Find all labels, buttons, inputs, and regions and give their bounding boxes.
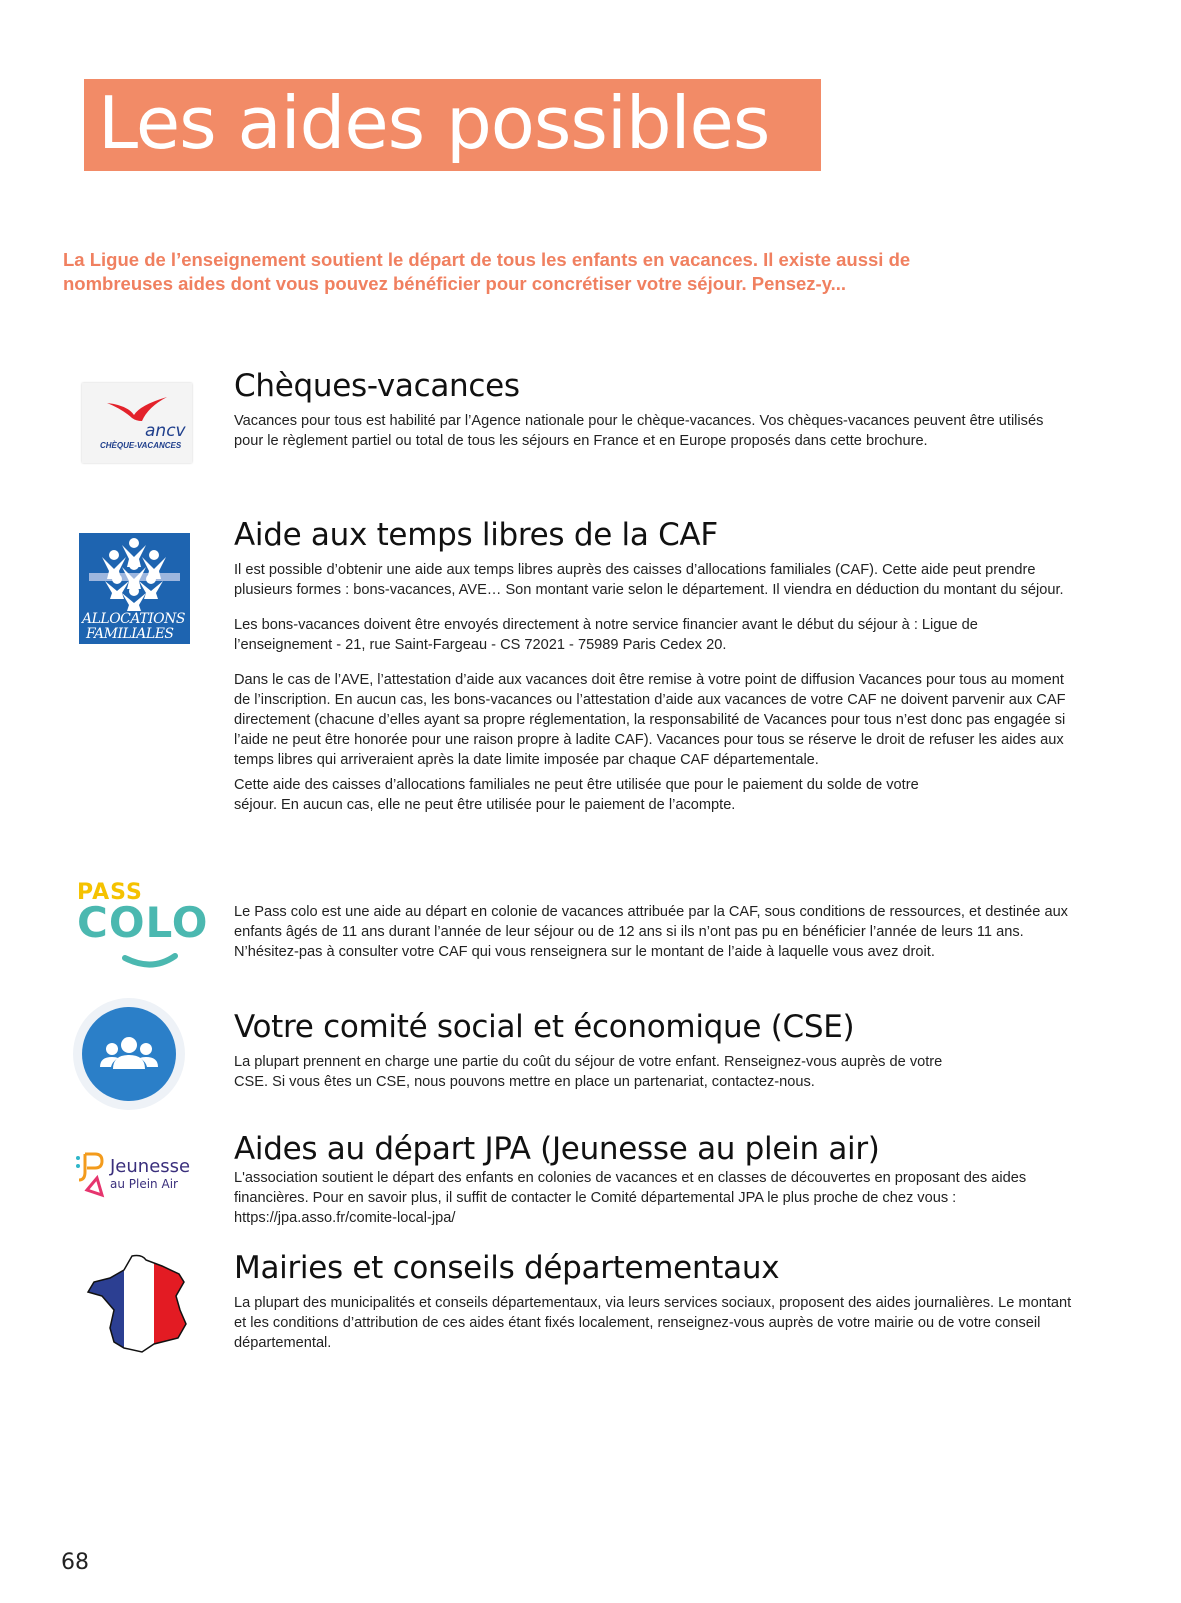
pass-colo-logo <box>77 880 209 975</box>
section-paragraph: Il est possible d’obtenir une aide aux temps libres auprès des caisses d’allocations familiales (CAF). Cette aide peut prendre plusieurs formes : bons-vacances, AVE… Son montant varie selon le département. Il viendra en déduction du montant du séjour. <box>234 562 1064 598</box>
page-number: 68 <box>61 1550 89 1575</box>
ancv-caption: CHÈQUE-VACANCES <box>100 441 182 450</box>
section-title: Mairies et conseils départementaux <box>234 1250 780 1286</box>
smile-icon <box>77 880 192 975</box>
section-paragraph: Les bons-vacances doivent être envoyés directement à notre service financier avant le début du séjour à : Ligue de l’enseignement - 21, rue Saint-Fargeau - CS 72021 - 75989 Paris Cedex 20. <box>234 617 978 653</box>
section-paragraph: L'association soutient le départ des enfants en colonies de vacances et en classes de découvertes en proposant des aides financières. Pour en savoir plus, il suffit de contacter le Comité départemental JPA le plus proche de chez vous : https://jpa.asso.fr/comite-local-jpa/ <box>234 1170 1027 1226</box>
page-title: Les aides possibles <box>98 81 770 165</box>
jpa-line2: au Plein Air <box>110 1177 178 1191</box>
title-banner <box>84 79 821 171</box>
section-paragraph: Dans le cas de l’AVE, l’attestation d’aide aux vacances doit être remise à votre point de diffusion Vacances pour tous au moment de l’inscription. En aucun cas, les bons-vacances ou l’attestation d’aide aux vacances de votre CAF ne doivent parvenir aux CAF directement (chacune d’elles ayant sa propre réglementation, la responsabilité de Vacances pour tous n’est donc pas engagée si l’aide ne peut être honorée pour une raison propre à ladite CAF). Vacances pour tous se réserve le droit de refuser les aides aux temps libres qui arriveraient après la date limite imposée par chaque CAF départementale. <box>234 672 1066 768</box>
section-title: Chèques-vacances <box>234 368 520 404</box>
ancv-brand: ancv <box>145 421 186 441</box>
section-caf <box>234 516 1074 815</box>
section-title: Aide aux temps libres de la CAF <box>234 517 718 553</box>
caf-line1: ALLOCATIONS <box>82 611 185 627</box>
caf-logo <box>79 533 190 644</box>
ancv-logo <box>82 383 192 463</box>
section-title: Aides au départ JPA (Jeunesse au plein air) <box>234 1131 880 1167</box>
section-pass-colo <box>234 902 1074 962</box>
jpa-mark-icon <box>75 1150 115 1205</box>
france-logo <box>84 1252 194 1356</box>
section-paragraph: Le Pass colo est une aide au départ en colonie de vacances attribuée par la CAF, sous conditions de ressources, et destinée aux enfants âgés de 11 ans durant l’année de leur séjour ou de 12 ans si ils n’ont pas pu en bénéficier l’année de leurs 11 ans. N’hésitez-pas à consulter votre CAF qui vous renseignera sur le montant de l’aide à laquelle vous avez droit. <box>234 904 1068 960</box>
intro-text: La Ligue de l’enseignement soutient le départ de tous les enfants en vacances. Il existe aussi de nombreuses aides dont vous pouvez bénéficier pour concrétiser votre séjour. Pensez-y... <box>63 249 911 294</box>
group-people-icon <box>82 1007 176 1101</box>
colo-label: COLO <box>77 898 209 947</box>
cse-logo <box>73 998 185 1110</box>
section-cheques-vacances <box>234 367 1074 451</box>
section-title: Votre comité social et économique (CSE) <box>234 1009 855 1045</box>
children-icon <box>79 533 190 613</box>
section-paragraph: Vacances pour tous est habilité par l’Agence nationale pour le chèque-vacances. Vos chèques-vacances peuvent être utilisés pour le règlement partiel ou total de tous les séjours en France et en Europe proposés dans cette brochure. <box>234 413 1044 449</box>
caf-line2: FAMILIALES <box>86 626 174 642</box>
pass-label: PASS <box>77 880 143 905</box>
jpa-line1: Jeunesse <box>110 1156 191 1177</box>
section-paragraph: La plupart prennent en charge une partie du coût du séjour de votre enfant. Renseignez-vous auprès de votre CSE. Si vous êtes un CSE, nous pouvons mettre en place un partenariat, contactez-nous. <box>234 1054 943 1090</box>
section-paragraph: Cette aide des caisses d’allocations familiales ne peut être utilisée que pour le paiement du solde de votre séjour. En aucun cas, elle ne peut être utilisée pour le paiement de l’acompte. <box>234 777 919 813</box>
section-cse <box>234 1008 1074 1092</box>
section-mairies <box>234 1249 1074 1353</box>
jpa-logo <box>75 1150 210 1205</box>
section-jpa <box>234 1130 1074 1228</box>
france-flag-map-icon <box>84 1252 194 1356</box>
section-paragraph: La plupart des municipalités et conseils départementaux, via leurs services sociaux, proposent des aides journalières. Le montant et les conditions d’attribution de ces aides étant fixés localement, renseignez-vous auprès de votre mairie ou de votre conseil départemental. <box>234 1295 1072 1351</box>
